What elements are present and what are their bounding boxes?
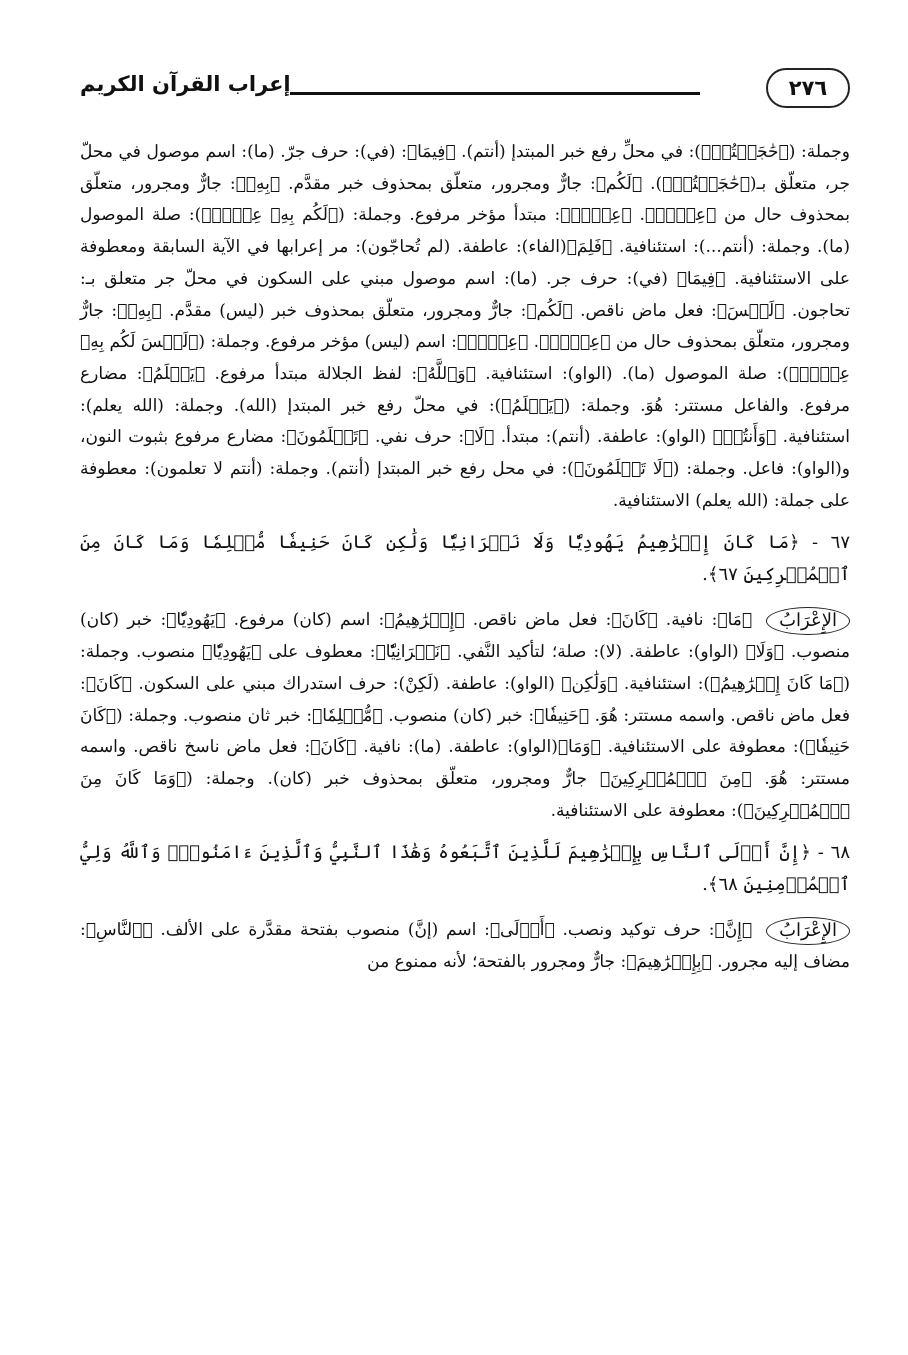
irab-text-2: ﴿مَا﴾: نافية. ﴿كَانَ﴾: فعل ماض ناقص. ﴿إِبۡرَٰهِيمُ﴾: اسم (كان) مرفوع. ﴿يَهُودِيّٗا﴾: خبر (كان) منصوب. ﴿وَلَا﴾ (الواو): عاطفة. (لا): صلة؛ لتأكيد النَّفي. ﴿نَصۡرَانِيّٗا﴾: معطوف على ﴿يَهُودِيّٗا﴾ منصوب. وجملة: (﴿مَا كَانَ إِبۡرَٰهِيمُ﴾): استئنافية. ﴿وَلَٰكِن﴾ (الواو): عاطفة. (لَكِنْ): حرف استدراك مبني على السكون. ﴿كَانَ﴾: فعل ماض ناقص. واسمه مستتر: هُوَ. ﴿حَنِيفٗا﴾: خبر (كان) منصوب. ﴿مُّسۡلِمٗا﴾: خبر ثان منصوب. وجملة: (﴿كَانَ حَنِيفٗا﴾): معطوفة على الاستئنافية. ﴿وَمَا﴾(الواو): عاطفة. (ما): نافية. ﴿كَانَ﴾: فعل ماض ناسخ ناقص. واسمه مستتر: هُوَ. ﴿مِنَ ٱلۡمُشۡرِكِينَ﴾ جارٌّ ومجرور، متعلّق بمحذوف خبر (كان). وجملة: (﴿وَمَا كَانَ مِنَ ٱلۡمُشۡرِكِينَ﴾): معطوفة على الاستئنافية. [80, 610, 850, 821]
book-title: إعراب القرآن الكريم [80, 72, 291, 96]
page-content [80, 137, 850, 979]
page-number: ٢٧٦ [766, 68, 850, 108]
page-header [80, 64, 850, 114]
verse-67: ٦٧ - ﴿مَا كَانَ إِبۡرَٰهِيمُ يَهُودِيّٗا وَلَا نَصۡرَانِيّٗا وَلَٰكِن كَانَ حَنِيفٗا مُّسۡلِمٗا وَمَا كَانَ مِنَ ٱلۡمُشۡرِكِينَ ٦٧﴾. [80, 532, 850, 586]
commentary-block-2 [80, 605, 850, 827]
header-rule [290, 92, 700, 95]
irab-text-3: ﴿إِنَّ﴾: حرف توكيد ونصب. ﴿أَوۡلَى﴾: اسم (إنَّ) منصوب بفتحة مقدَّرة على الألف. ﴿ٱلنَّاسِ﴾: مضاف إليه مجرور. ﴿بِإِبۡرَٰهِيمَ﴾: جارٌّ ومجرور بالفتحة؛ لأنه ممنوع من [80, 920, 850, 973]
commentary-block-3 [80, 915, 850, 978]
irab-label-2: الإِعْرَابُ [766, 917, 850, 945]
commentary-block-1: وجملة: (﴿حَٰجَجۡتُمۡ﴾): في محلِّ رفع خبر المبتدإ (أنتم). ﴿فِيمَا﴾: (في): حرف جرّ. (ما): اسم موصول في محلّ جر، متعلّق بـ(﴿حَٰجَجۡتُمۡ﴾). ﴿لَكُم﴾: جارٌّ ومجرور، متعلّق بمحذوف خبر مقدَّم. ﴿بِهِۦ﴾: جارٌّ ومجرور، متعلّق بمحذوف حال من ﴿عِلۡمٞ﴾. ﴿عِلۡمٞ﴾: مبتدأ مؤخر مرفوع. وجملة: (﴿لَكُم بِهِۦ عِلۡمٞ﴾): صلة الموصول (ما). وجملة: (أنتم...): استئنافية. ﴿فَلِمَ﴾(الفاء): عاطفة. (لم تُحاجّون): مر إعرابها في الآية السابقة ومعطوفة على الاستئنافية. ﴿فِيمَا﴾ (في): حرف جر. (ما): اسم موصول مبني على السكون في محلّ جر متعلق بـ: تحاجون. ﴿لَيۡسَ﴾: فعل ماض ناقص. ﴿لَكُم﴾: جارٌّ ومجرور، متعلّق بمحذوف خبر (ليس) مقدَّم. ﴿بِهِۦ﴾: جارٌّ ومجرور، متعلّق بمحذوف حال من ﴿عِلۡمٞ﴾. ﴿عِلۡمٞ﴾: اسم (ليس) مؤخر مرفوع. وجملة: (﴿لَيۡسَ لَكُم بِهِۦ عِلۡمٞ﴾): صلة الموصول (ما). (الواو): استئنافية. ﴿وَٱللَّهُ﴾: لفظ الجلالة مبتدأ مرفوع. ﴿يَعۡلَمُ﴾: مضارع مرفوع. والفاعل مستتر: هُوَ. وجملة: (﴿يَعۡلَمُ﴾): في محلّ رفع خبر المبتدإ (الله). وجملة: (الله يعلم): استئنافية. ﴿وَأَنتُمۡ﴾ (الواو): عاطفة. (أنتم): مبتدأ. ﴿لَا﴾: حرف نفي. ﴿تَعۡلَمُونَ﴾: مضارع مرفوع بثبوت النون، و(الواو): فاعل. وجملة: (﴿لَا تَعۡلَمُونَ﴾): في محل رفع خبر المبتدإ (أنتم). وجملة: (أنتم لا تعلمون): معطوفة على جملة: (الله يعلم) الاستئنافية. [80, 142, 850, 511]
verse-68: ٦٨ - ﴿إِنَّ أَوۡلَى ٱلنَّاسِ بِإِبۡرَٰهِيمَ لَلَّذِينَ ٱتَّبَعُوهُ وَهَٰذَا ٱلنَّبِيُّ وَٱلَّذِينَ ءَامَنُواْۗ وَٱللَّهُ وَلِيُّ ٱلۡمُؤۡمِنِينَ ٦٨﴾. [80, 842, 850, 896]
irab-label: الإِعْرَابُ [766, 607, 850, 635]
